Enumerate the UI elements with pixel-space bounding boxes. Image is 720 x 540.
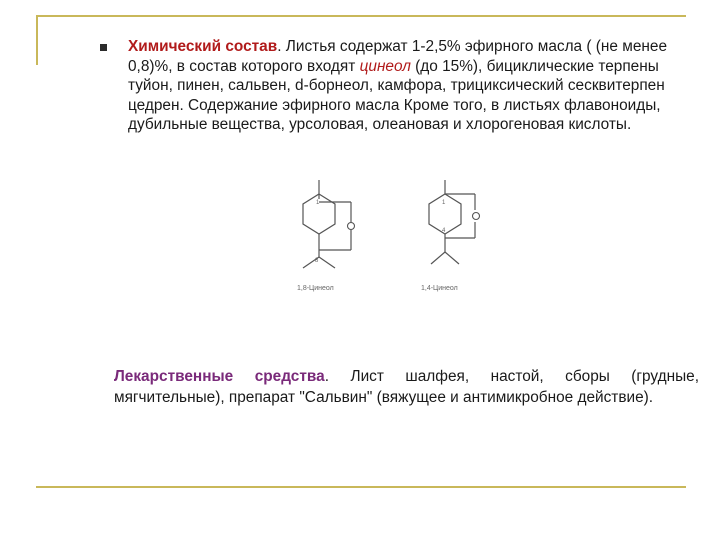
medicines-paragraph <box>114 366 699 408</box>
bullet-marker <box>100 44 107 51</box>
composition-heading: Химический состав <box>128 38 278 55</box>
left-rule <box>36 15 38 65</box>
composition-text-b: (до 15%), бициклические терпены туйон, пинен, сальвен, d-борнеол, камфора, трициксический сесквитерпен цедрен. Содержание эфирного масла Кроме того, в листьях флавоноиды, дубильные вещества, урсоловая, олеановая и хлорогеновая кислоты. <box>128 57 665 134</box>
left-label-bottom: 8 <box>315 258 319 264</box>
left-caption: 1,8-Цинеол <box>297 285 334 292</box>
composition-paragraph <box>128 37 688 135</box>
oxygen-atom-right <box>473 213 480 220</box>
right-label-bottom: 4 <box>442 228 446 234</box>
structure-1-8-cineole <box>303 180 351 268</box>
cineole-term: цинеол <box>359 57 411 75</box>
composition-text-a: . Листья содержат 1-2,5% эфирного масла ( (не менее 0,8)%, в состав которого входят <box>128 38 668 75</box>
medicines-text: . Лист шалфея, настой, сборы (грудные, мягчительные), препарат "Сальвин" (вяжущее и антимикробное действие). <box>114 368 699 406</box>
left-label-top: 1 <box>316 200 320 206</box>
top-rule <box>36 15 686 17</box>
structure-1-4-cineole <box>429 180 475 264</box>
oxygen-atom-left <box>348 223 355 230</box>
right-caption: 1,4-Цинеол <box>421 285 458 292</box>
bottom-rule <box>36 486 686 488</box>
medicines-heading: Лекарственные средства <box>114 368 325 385</box>
right-label-top: 1 <box>442 200 446 206</box>
chemical-structures <box>285 172 505 302</box>
